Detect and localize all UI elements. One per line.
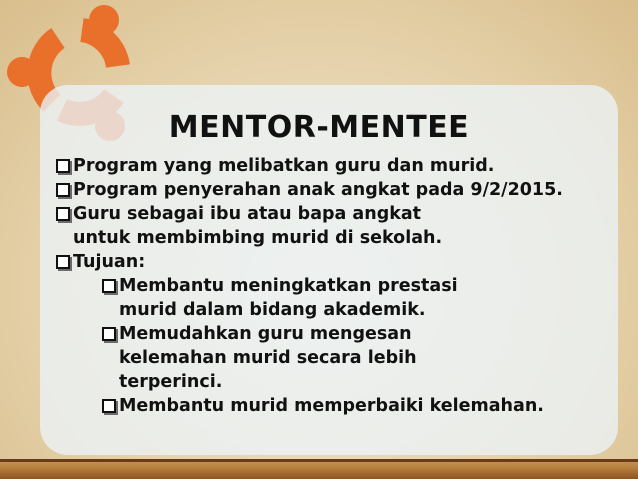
bullet-text: Program yang melibatkan guru dan murid. [73,156,495,176]
bullet-text: Program penyerahan anak angkat pada 9/2/2015. [73,180,563,200]
bullet-list [56,154,616,418]
sub-bullet-text: Membantu murid memperbaiki kelemahan. [119,396,544,416]
sub-bullet-item [102,394,616,418]
checkbox-icon [102,327,116,341]
bullet-item [56,202,616,250]
bullet-item [56,178,616,202]
sub-bullet-text: Membantu meningkatkan prestasi murid dalam bidang akademik. [119,276,458,320]
bottom-band [0,459,638,479]
checkbox-icon [56,159,70,173]
checkbox-icon [102,279,116,293]
bullet-text: Tujuan: [73,252,146,272]
slide-title: MENTOR-MENTEE [168,110,470,145]
bullet-item [56,154,616,178]
checkbox-icon [102,399,116,413]
checkbox-icon [56,183,70,197]
sub-bullet-item [102,274,616,322]
sub-bullet-item [102,322,616,394]
checkbox-icon [56,255,70,269]
sub-bullet-text: Memudahkan guru mengesan kelemahan murid secara lebih terperinci. [119,324,417,392]
bullet-item [56,250,616,274]
bullet-text: Guru sebagai ibu atau bapa angkat untuk membimbing murid di sekolah. [73,204,443,248]
checkbox-icon [56,207,70,221]
